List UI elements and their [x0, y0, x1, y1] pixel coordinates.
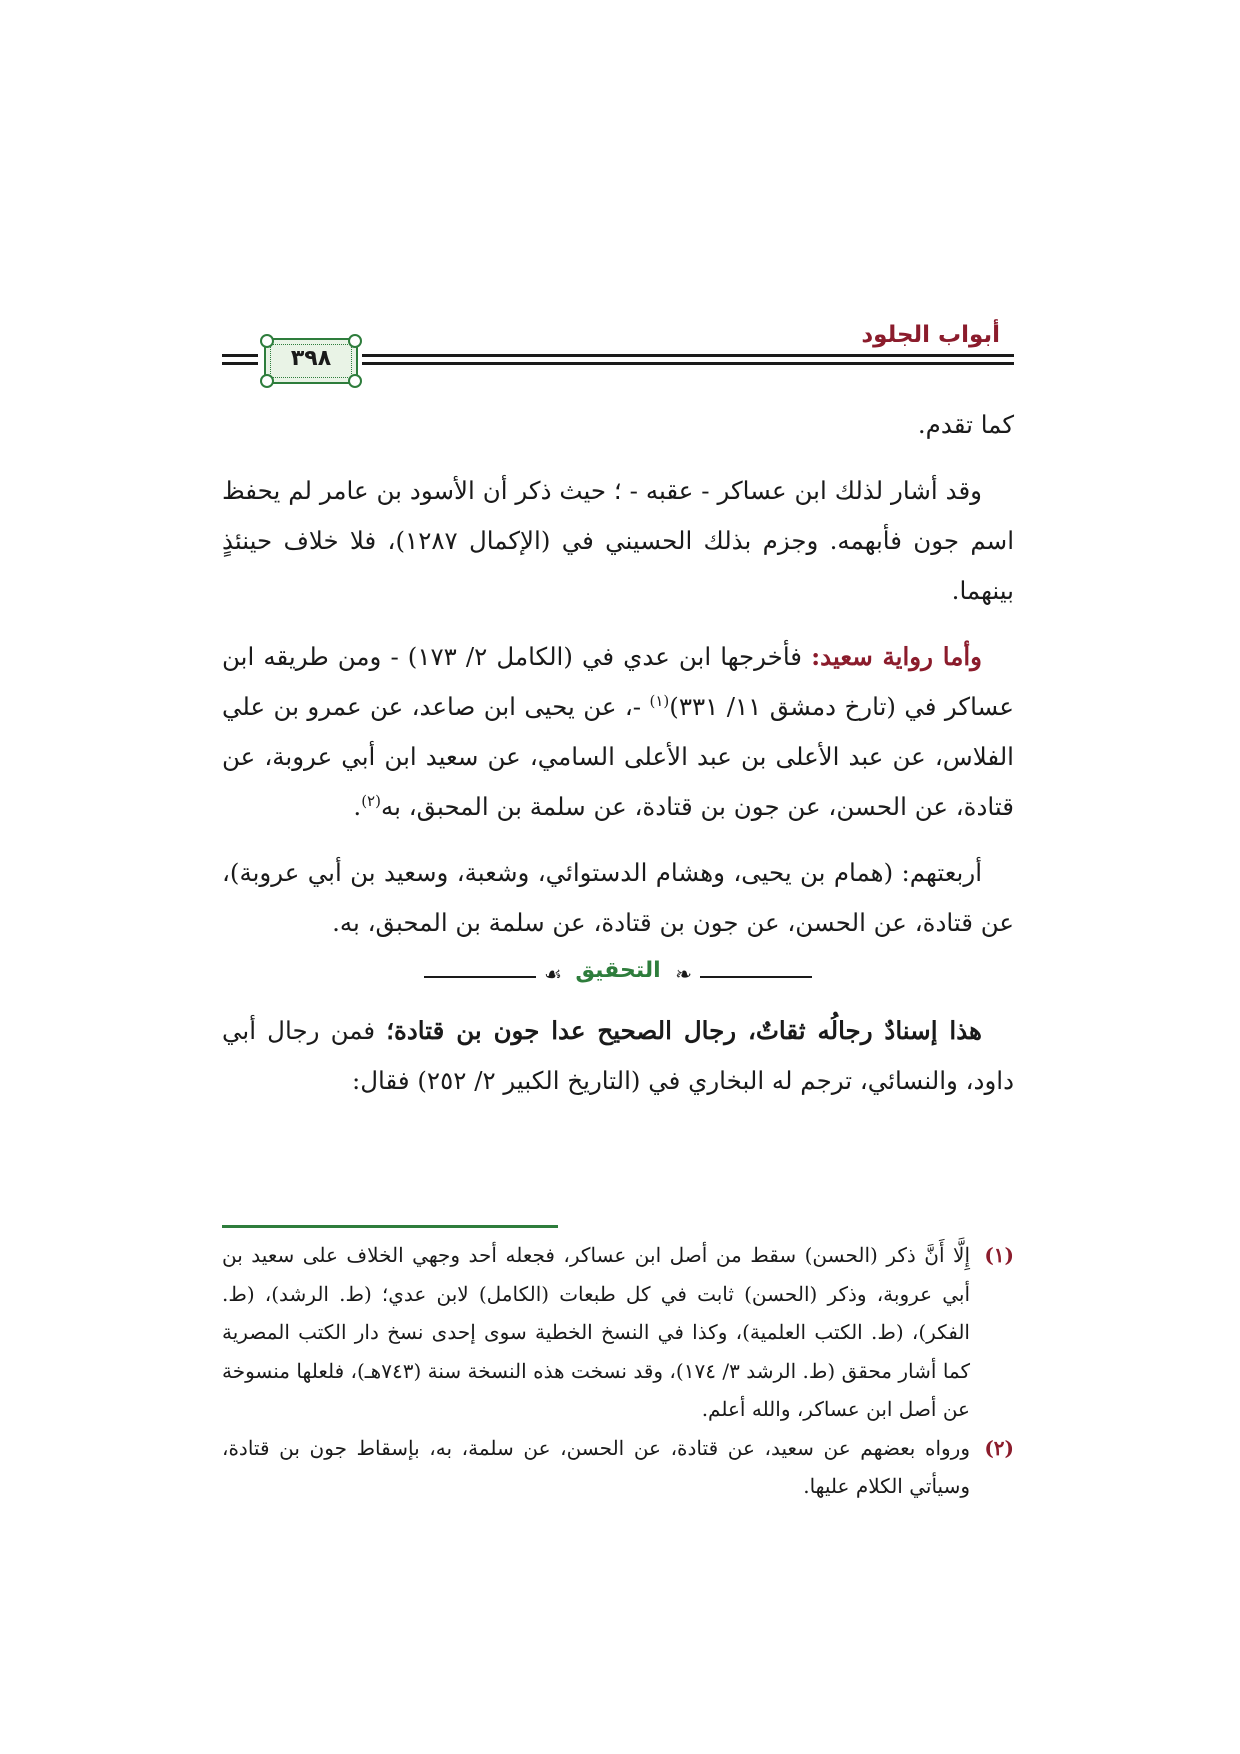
paragraph-text: .: [353, 792, 362, 821]
footnote-1: [222, 1236, 1014, 1429]
paragraph-lead: وأما رواية سعيد:: [811, 642, 982, 671]
footnote-2: [222, 1429, 1014, 1506]
footnote-number: (٢): [984, 1435, 1014, 1460]
section-divider: [222, 954, 1014, 998]
footnote-separator: [222, 1225, 558, 1228]
ornament-icon: ❧: [675, 962, 692, 986]
footnote-text: إِلَّا أَنَّ ذكر (الحسن) سقط من أصل ابن عساكر، فجعله أحد وجهي الخلاف على سعيد بن أبي عروبة، وذكر (الحسن) ثابت في كل طبعات (الكامل) لابن عدي؛ (ط. الرشد)، (ط. الفكر)، (ط. الكتب العلمية)، وكذا في النسخ الخطية سوى إحدى نسخ دار الكتب المصرية كما أشار محقق (ط. الرشد ٣/ ١٧٤)، وقد نسخت هذه النسخة سنة (٧٤٣هـ)، فلعلها منسوخة عن أصل ابن عساكر، والله أعلم.: [222, 1243, 970, 1421]
header-rule: [362, 354, 1014, 357]
paragraph-3: [222, 632, 1014, 832]
footnote-ref-2[interactable]: (٢): [361, 791, 381, 810]
paragraph-text: فمن رجال أبي داود، والنسائي، ترجم له البخاري في (التاريخ الكبير ٢/ ٢٥٢) فقال:: [222, 1016, 1014, 1095]
paragraph-text: فأخرجها ابن عدي في (الكامل ٢/ ١٧٣) - ومن طريقه ابن عساكر في (تارخ دمشق ١١/ ٣٣١): [222, 642, 1015, 721]
paragraph-1: كما تقدم.: [917, 410, 1014, 439]
paragraph-5: [222, 1006, 1014, 1106]
header-rule: [222, 354, 258, 357]
footnote-text: ورواه بعضهم عن سعيد، عن قتادة، عن الحسن، عن سلمة، به، بإسقاط جون بن قتادة، وسيأتي الكلام عليها.: [222, 1435, 970, 1498]
chapter-title: أبواب الجلود: [861, 322, 1000, 348]
page-number: ٣٩٨: [290, 346, 332, 371]
footnotes: [222, 1236, 1014, 1506]
page-number-badge: [264, 338, 358, 384]
paragraph-2: وقد أشار لذلك ابن عساكر - عقبه - ؛ حيث ذكر أن الأسود بن عامر لم يحفظ اسم جون فأبهمه. وجزم بذلك الحسيني في (الإكمال ١٢٨٧)، فلا خلاف حينئذٍ بينهما.: [222, 476, 1014, 605]
main-text: [222, 400, 1014, 1106]
divider-line: [424, 976, 536, 978]
paragraph-text: -، عن يحيى ابن صاعد، عن عمرو بن علي الفلاس، عن عبد الأعلى بن عبد الأعلى السامي، عن سعيد ابن أبي عروبة، عن قتادة، عن الحسن، عن جون بن قتادة، عن سلمة بن المحبق، به: [222, 692, 1014, 821]
page-header: [222, 318, 1014, 390]
ornament-corner-icon: [348, 374, 362, 388]
ornament-corner-icon: [260, 374, 274, 388]
ornament-icon: ☙: [544, 962, 562, 986]
section-heading: التحقيق: [575, 958, 661, 983]
paragraph-4: أربعتهم: (همام بن يحيى، وهشام الدستوائي، وشعبة، وسعيد بن أبي عروبة)، عن قتادة، عن الحسن، عن جون بن قتادة، عن سلمة بن المحبق، به.: [222, 858, 1014, 937]
header-rule: [362, 362, 1014, 365]
header-rule: [222, 362, 258, 365]
footnote-number: (١): [984, 1243, 1014, 1267]
paragraph-lead: هذا إسنادٌ رجالُه ثقاتٌ، رجال الصحيح عدا جون بن قتادة؛: [386, 1016, 982, 1045]
footnote-ref-1[interactable]: (١): [649, 691, 670, 710]
